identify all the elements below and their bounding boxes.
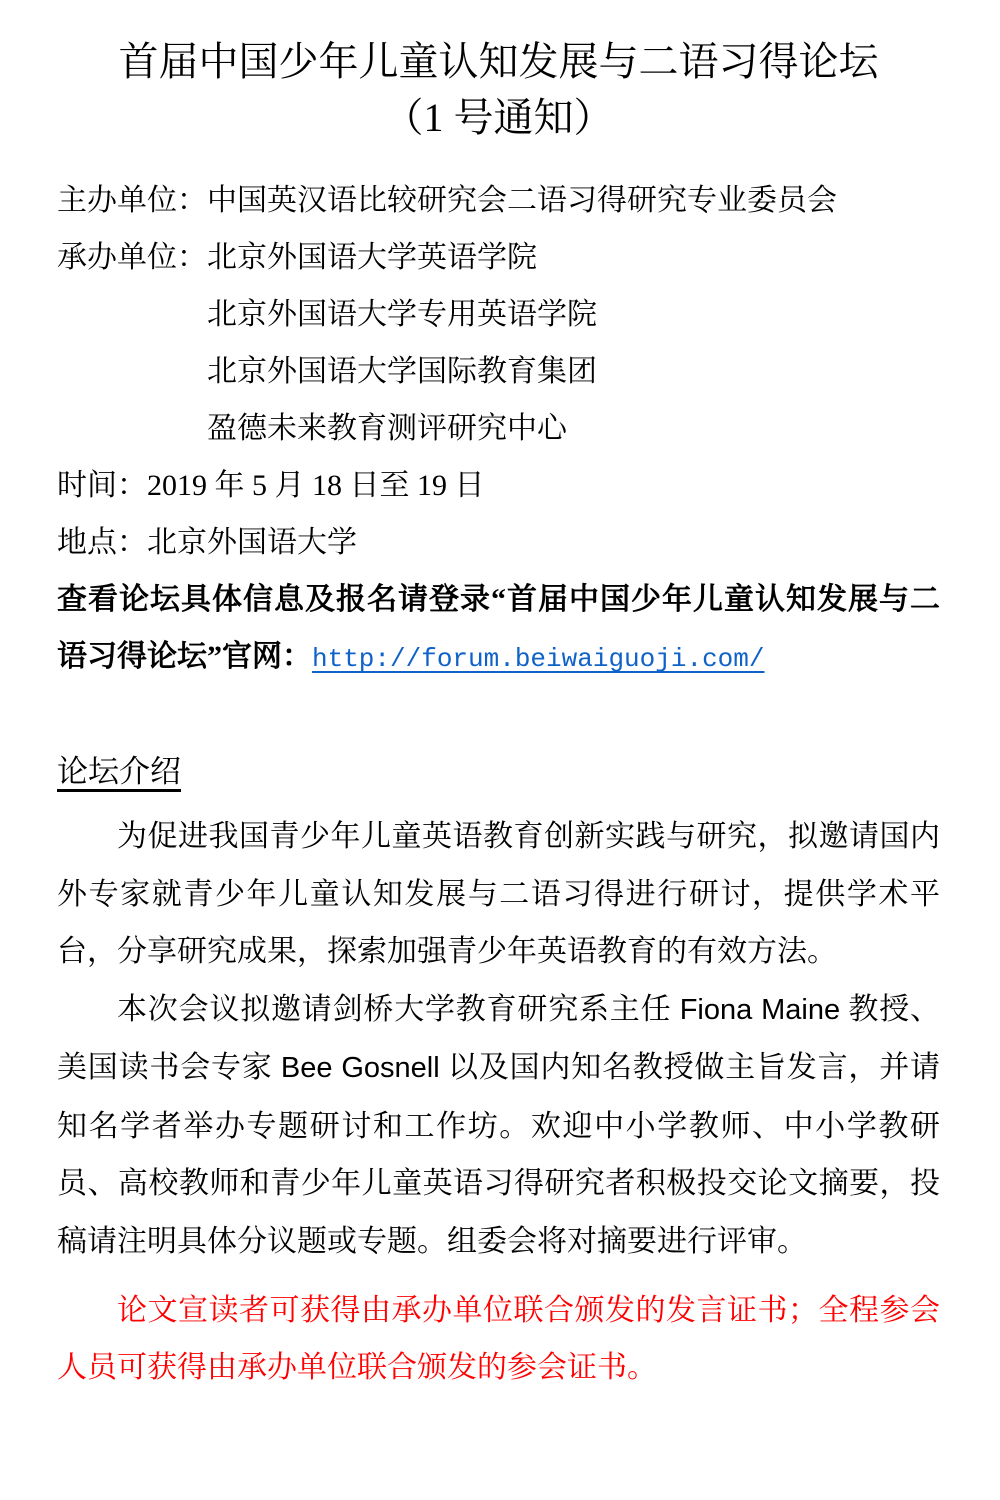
- intro-heading-text: 论坛介绍: [57, 754, 181, 789]
- organizer-line: [57, 172, 940, 229]
- para2-segment-1: 本次会议拟邀请剑桥大学教育研究系主任: [117, 992, 680, 1026]
- host-line-3: [57, 343, 940, 400]
- para2-segment-3: 以及国内知名教授做主旨发言，并请知名学者举办专题研讨和工作坊。欢迎中小学教师、中小学教研员、高校教师和青少年儿童英语习得研究者积极投交论文摘要，投稿请注明具体分议题或专题。组委会将对摘要进行评审。: [57, 1051, 941, 1258]
- info-block: [57, 172, 940, 571]
- registration-lead-text: 查看论坛具体信息及报名请登录“首届中国少年儿童认知发展与二语习得论坛”官网：: [57, 583, 940, 673]
- organizer-label: 主办单位：: [57, 184, 207, 217]
- speaker-name-bee-gosnell: Bee Gosnell: [280, 1052, 440, 1084]
- certificate-notice-paragraph: 论文宣读者可获得由承办单位联合颁发的发言证书；全程参会人员可获得由承办单位联合颁发的参会证书。: [57, 1294, 940, 1384]
- document-title: [57, 34, 940, 146]
- host-value-4: 盈德未来教育测评研究中心: [207, 412, 567, 445]
- speaker-name-fiona-maine: Fiona Maine: [679, 993, 841, 1026]
- host-line-1: [57, 229, 940, 286]
- title-line-1: 首届中国少年儿童认知发展与二语习得论坛: [118, 39, 879, 84]
- host-label: 承办单位：: [57, 241, 207, 274]
- venue-label: 地点：: [57, 526, 147, 559]
- host-value-1: 北京外国语大学英语学院: [207, 241, 537, 274]
- host-line-4: [57, 400, 940, 457]
- organizer-value: 中国英汉语比较研究会二语习得研究专业委员会: [207, 184, 837, 217]
- time-value: 2019 年 5 月 18 日至 19 日: [147, 469, 485, 502]
- host-value-3: 北京外国语大学国际教育集团: [207, 355, 597, 388]
- time-label: 时间：: [57, 469, 147, 502]
- forum-website-link[interactable]: http://forum.beiwaiguoji.com/: [312, 644, 765, 674]
- title-line-2: （1 号通知）: [383, 95, 614, 140]
- host-value-2: 北京外国语大学专用英语学院: [207, 298, 597, 331]
- venue-value: 北京外国语大学: [147, 526, 357, 559]
- venue-line: [57, 514, 940, 571]
- intro-paragraph-1: 为促进我国青少年儿童英语教育创新实践与研究，拟邀请国内外专家就青少年儿童认知发展与二语习得进行研讨，提供学术平台，分享研究成果，探索加强青少年英语教育的有效方法。: [57, 820, 940, 968]
- registration-paragraph: [57, 571, 940, 688]
- intro-section-heading: [57, 743, 940, 800]
- time-line: [57, 457, 940, 514]
- intro-paragraph-2: [57, 981, 940, 1271]
- host-line-2: [57, 286, 940, 343]
- para2-segment-2: 教授、美国读书会专家: [57, 992, 941, 1084]
